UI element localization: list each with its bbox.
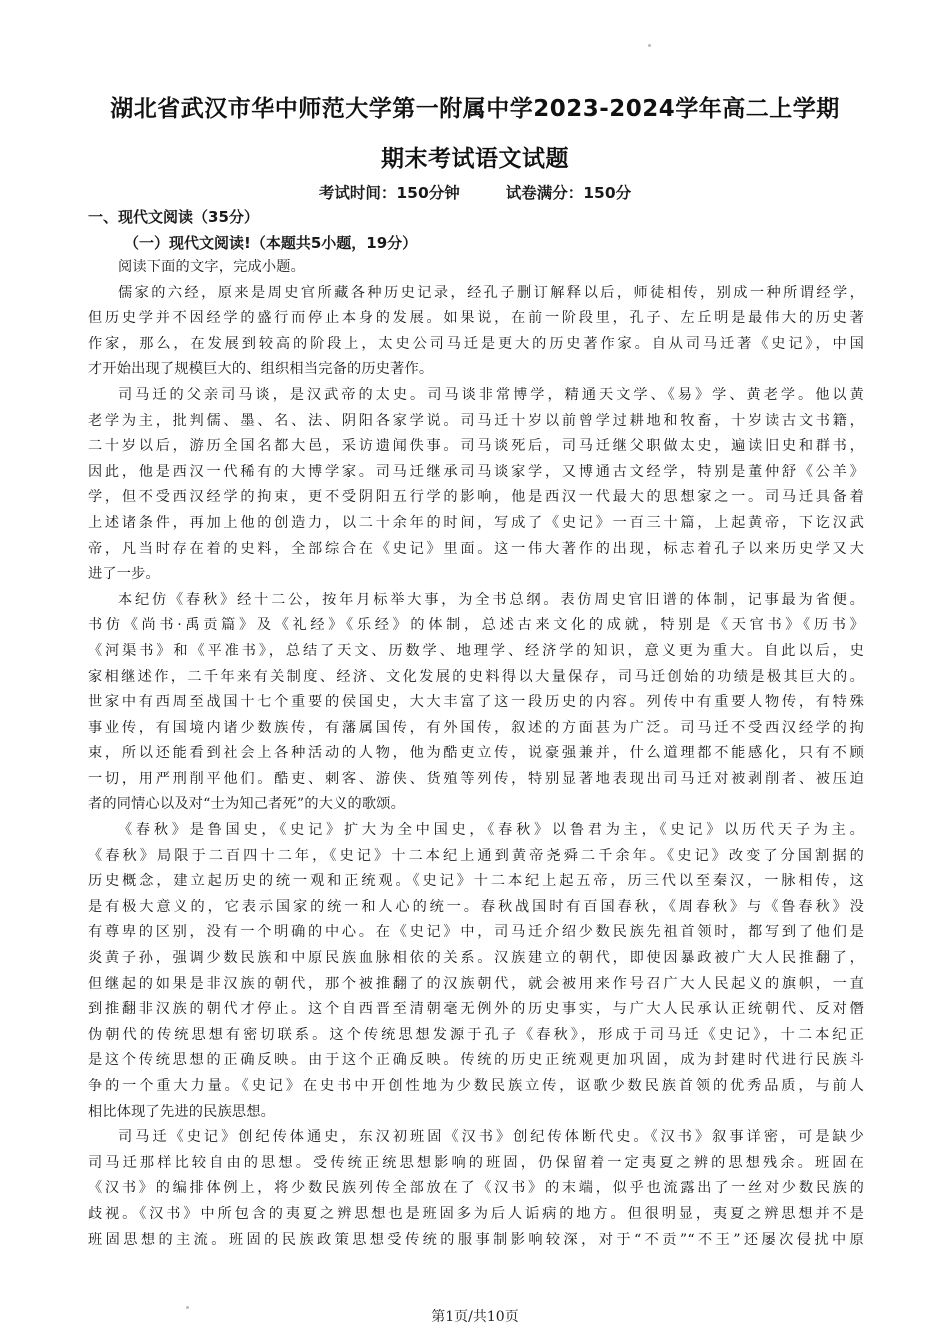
passage-line: 炎黄子孙，强调少数民族和中原民族血脉相依的关系。汉族建立的朝代，即使因暴政被广大人民推翻了， bbox=[88, 950, 864, 967]
section-subheading: （一）现代文阅读!（本题共5小题，19分） bbox=[124, 234, 418, 252]
passage-line: 束，所以还能看到社会上各种活动的人物，他为酷吏立传，说豪强兼并，什么道理都不能感化，只有不顾 bbox=[88, 745, 864, 762]
passage-line: 司马迁《史记》创纪传体通史，东汉初班固《汉书》创纪传体断代史。《汉书》叙事详密，可是缺少 bbox=[118, 1129, 864, 1146]
passage-line: 因此，他是西汉一代稀有的大博学家。司马迁继承司马谈家学，又博通古文经学，特别是董仲舒《公羊》 bbox=[88, 463, 864, 480]
passage-line: 历史概念，建立起历史的统一观和正统观。《史记》十二本纪上起五帝，历三代以至秦汉，一脉相传，这 bbox=[88, 873, 864, 890]
passage-line: 《春秋》局限于二百四十二年，《史记》十二本纪上通到黄帝尧舜二千余年。《史记》改变了分国割据的 bbox=[88, 847, 864, 864]
scan-speck bbox=[648, 44, 651, 47]
reading-passage bbox=[88, 255, 864, 1253]
page-number: 第1页/共10页 bbox=[431, 1309, 519, 1325]
full-score: 试卷满分：150分 bbox=[505, 184, 632, 202]
passage-line: 是有极大意义的，它表示国家的统一和人心的统一。春秋战国时有百国春秋，《周春秋》与《鲁春秋》没 bbox=[88, 898, 864, 915]
passage-line: 儒家的六经，原来是周史官所藏各种历史记录，经孔子删订解释以后，师徒相传，别成一种所谓经学， bbox=[118, 284, 864, 301]
passage-line: 阅读下面的文字，完成小题。 bbox=[118, 259, 306, 275]
passage-line: 书仿《尚书·禹贡篇》及《礼经》《乐经》的体制，总述古来文化的成就，特别是《天官书》《历书》 bbox=[88, 617, 864, 634]
passage-line: 作家，那么，在发展到较高的阶段上，太史公司马迁是更大的历史著作家。自从司马迁著《史记》，中国 bbox=[88, 335, 864, 352]
passage-line: 《汉书》的编排体例上，将少数民族列传全部放在了《汉书》的末端，似乎也流露出了一丝对少数民族的 bbox=[88, 1180, 864, 1197]
passage-line: 本纪仿《春秋》经十二公，按年月标举大事，为全书总纲。表仿周史官旧谱的体制，记事最为省便。 bbox=[118, 591, 864, 608]
passage-line: 但历史学并不因经学的盛行而停止本身的发展。如果说，在前一阶段里，孔子、左丘明是最伟大的历史著 bbox=[88, 310, 864, 327]
passage-line: 一切，用严刑削平他们。酷吏、刺客、游侠、货殖等列传，特别显著地表现出司马迁对被剥削者、被压迫 bbox=[88, 770, 864, 787]
passage-line: 家相继述作，二千年来有关制度、经济、文化发展的史料得以大量保存，司马迁创始的功绩是极其巨大的。 bbox=[88, 668, 864, 685]
passage-line: 世家中有西周至战国十七个重要的侯国史，大大丰富了这一段历史的内容。列传中有重要人物传，有特殊 bbox=[88, 694, 864, 711]
passage-line: 帝，凡当时存在着的史料，全部综合在《史记》里面。这一伟大著作的出现，标志着孔子以来历史学又大 bbox=[88, 540, 864, 557]
exam-info bbox=[0, 181, 950, 203]
section-heading: 一、现代文阅读（35分） bbox=[88, 208, 259, 226]
passage-line: 《春秋》是鲁国史，《史记》扩大为全中国史，《春秋》以鲁君为主，《史记》以历代天子为主。 bbox=[118, 822, 864, 839]
passage-line: 班固思想的主流。班固的民族政策思想受传统的服事制影响较深，对于“不贡”“不王”还屡次侵扰中原 bbox=[88, 1231, 864, 1248]
passage-line: 但继起的如果是非汉族的朝代，那个被推翻了的汉族朝代，就会被用来作号召广大人民起义的旗帜，一直 bbox=[88, 975, 864, 992]
passage-line: 有尊卑的区别，没有一个明确的中心。在《史记》中，司马迁介绍少数民族先祖首领时，都写到了他们是 bbox=[88, 924, 864, 941]
passage-line: 老学为主，批判儒、墨、名、法、阴阳各家学说。司马迁十岁以前曾学过耕地和牧畜，十岁读古文书籍， bbox=[88, 412, 864, 429]
passage-line: 学，但不受西汉经学的拘束，更不受阴阳五行学的影响，他是西汉一代最大的思想家之一。司马迁具备着 bbox=[88, 489, 864, 506]
passage-line: 上述诸条件，再加上他的创造力，以二十余年的时间，写成了《史记》一百三十篇，上起黄帝，下讫汉武 bbox=[88, 514, 864, 531]
passage-line: 事业传，有国境内诸少数族传，有藩属国传，有外国传，叙述的方面甚为广泛。司马迁不受西汉经学的拘 bbox=[88, 719, 864, 736]
passage-line: 司马迁那样比较自由的思想。受传统正统思想影响的班固，仍保留着一定夷夏之辨的思想残余。班固在 bbox=[88, 1154, 864, 1171]
exam-time: 考试时间：150分钟 bbox=[318, 184, 460, 202]
passage-line: 是这个传统思想的正确反映。由于这个正确反映。传统的历史正统观更加巩固，成为封建时代进行民族斗 bbox=[88, 1052, 864, 1069]
passage-line: 者的同情心以及对“士为知己者死”的大义的歌颂。 bbox=[88, 796, 406, 813]
passage-line: 进了一步。 bbox=[88, 566, 160, 583]
passage-line: 才开始出现了规模巨大的、组织相当完备的历史著作。 bbox=[88, 361, 434, 378]
passage-line: 司马迁的父亲司马谈，是汉武帝的太史。司马谈非常博学，精通天文学、《易》学、黄老学。他以黄 bbox=[118, 386, 864, 403]
document-title-line1: 湖北省武汉市华中师范大学第一附属中学2023-2024学年高二上学期 bbox=[110, 96, 840, 122]
passage-line: 歧视。《汉书》中所包含的夷夏之辨思想也是班固多为后人诟病的地方。但很明显，夷夏之辨思想并不是 bbox=[88, 1205, 864, 1222]
passage-line: 二十岁以后，游历全国名都大邑，采访遗闻佚事。司马谈死后，司马迁继父职做太史，遍读旧史和群书， bbox=[88, 438, 864, 455]
passage-line: 相比体现了先进的民族思想。 bbox=[88, 1103, 276, 1120]
document-title-line2: 期末考试语文试题 bbox=[381, 146, 569, 172]
passage-line: 伪朝代的传统思想有密切联系。这个传统思想发源于孔子《春秋》，形成于司马迁《史记》，十二本纪正 bbox=[88, 1026, 864, 1043]
passage-line: 争的一个重大力量。《史记》在史书中开创性地为少数民族立传，讴歌少数民族首领的优秀品质，与前人 bbox=[88, 1078, 864, 1094]
passage-line: 《河渠书》和《平准书》，总结了天文、历数学、地理学、经济学的知识，意义更为重大。自此以后，史 bbox=[88, 642, 864, 659]
passage-line: 到推翻非汉族的朝代才停止。这个自西晋至清朝毫无例外的历史事实，与广大人民承认正统朝代、反对僭 bbox=[88, 1001, 864, 1018]
